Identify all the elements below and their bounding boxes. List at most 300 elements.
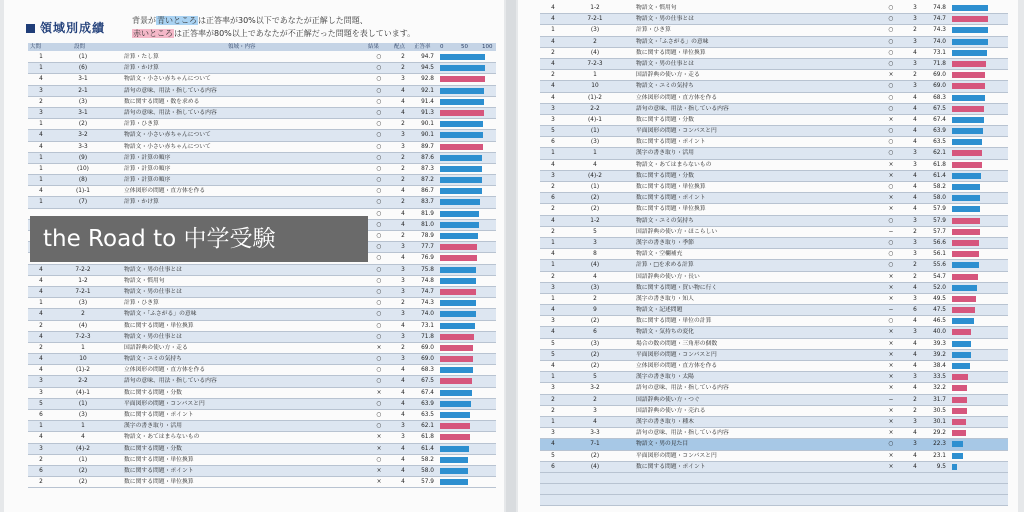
legend-line-1 [132, 15, 368, 26]
cell-field: 物語文・小さい赤ちゃんについて [124, 76, 211, 83]
cell-field: 国語辞典の使い方・走る [124, 344, 188, 351]
cell-field: 数に関する問題・単位換算 [636, 49, 706, 56]
table-row [28, 421, 496, 432]
cell-dai: 5 [551, 128, 555, 135]
cell-field: 数に関する問題・分数 [636, 172, 694, 179]
cell-rate: 73.1 [421, 322, 434, 329]
cell-field: 数に関する問題・分数 [124, 445, 182, 452]
table-row [540, 372, 1008, 383]
cell-rate: 87.3 [421, 165, 434, 172]
cell-result: ○ [888, 83, 894, 90]
cell-field: 数に関する問題・単位換算 [124, 479, 194, 486]
cell-points: 3 [913, 60, 917, 67]
cell-result: ○ [376, 277, 382, 284]
cell-result: ○ [376, 188, 382, 195]
cell-field: 物語文・「ふさがる」の意味 [636, 38, 709, 45]
cell-mon: (8) [78, 177, 88, 184]
rate-bar [952, 240, 979, 246]
cell-points: 3 [401, 423, 405, 430]
cell-points: 2 [401, 165, 405, 172]
cell-rate: 47.5 [933, 307, 946, 314]
table-row [540, 204, 1008, 215]
cell-rate: 63.9 [421, 400, 434, 407]
cell-field: 立体図形の問題・直方体を作る [636, 363, 718, 369]
cell-mon: 3-3 [590, 430, 600, 437]
cell-field: 物語文・小さい赤ちゃんについて [124, 143, 211, 150]
cell-field: 数に関する問題・分数 [124, 389, 182, 396]
cell-rate: 68.3 [421, 367, 434, 374]
cell-field: 平面図形の問題・コンパスと円 [636, 128, 717, 135]
cell-mon: (3) [590, 340, 600, 347]
rate-bar [952, 274, 978, 280]
table-row [28, 153, 496, 164]
cell-result: × [888, 452, 894, 459]
rate-bar [440, 211, 479, 217]
cell-dai: 4 [39, 356, 43, 363]
cell-mon: (2) [78, 121, 88, 128]
table-row [540, 428, 1008, 439]
cell-rate: 57.7 [933, 228, 946, 235]
cell-result: ○ [888, 105, 894, 112]
cell-mon: 1 [593, 72, 597, 79]
cell-field: 数に関する問題・分数 [636, 116, 694, 123]
cell-field: 計算・計算の順序 [124, 165, 171, 172]
cell-mon: (3) [590, 27, 600, 34]
cell-result: ○ [376, 177, 382, 184]
cell-mon: (4)-1 [588, 116, 602, 123]
cell-points: 3 [913, 441, 917, 448]
rate-bar [952, 5, 988, 11]
cell-result: ○ [376, 109, 382, 116]
rate-bar [952, 184, 980, 190]
header-tick-100: 100 [482, 44, 493, 50]
cell-dai: 1 [551, 418, 555, 425]
cell-dai: 4 [551, 329, 555, 336]
cell-result: ○ [888, 60, 894, 67]
cell-field: 数に関する問題・単位換算 [124, 322, 194, 329]
cell-field: 数に関する問題・単位換算 [124, 456, 194, 463]
cell-points: 4 [913, 139, 917, 146]
table-row [28, 388, 496, 399]
legend2-post: は正答率が80%以上であなたが不正解だった問題を表しています。 [174, 29, 416, 38]
cell-field: 物語文・男の仕事とは [636, 16, 694, 23]
cell-rate: 90.1 [421, 121, 434, 128]
cell-result: × [888, 284, 894, 291]
legend1-highlight: 青いところ [157, 16, 197, 25]
rate-bar [440, 390, 472, 396]
header-field: 領域・内容 [228, 44, 256, 50]
cell-rate: 56.1 [933, 251, 946, 258]
table-row [540, 451, 1008, 462]
right-table [540, 3, 1008, 506]
rate-bar [952, 285, 977, 291]
rate-bar [952, 374, 968, 380]
cell-rate: 74.0 [421, 311, 434, 318]
cell-rate: 63.5 [421, 412, 434, 418]
cell-mon: 10 [79, 356, 87, 363]
cell-result: × [888, 161, 894, 168]
table-row [540, 227, 1008, 238]
rate-bar [952, 229, 980, 235]
cell-mon: 1-2 [78, 277, 88, 284]
rate-bar [952, 150, 982, 156]
cell-rate: 74.7 [421, 288, 434, 295]
cell-result: × [888, 430, 894, 437]
cell-result: ○ [888, 27, 894, 34]
cell-points: 6 [913, 307, 917, 314]
cell-rate: 22.3 [933, 441, 946, 448]
cell-mon: 10 [591, 83, 599, 90]
table-row [28, 332, 496, 343]
empty-row [540, 495, 1008, 506]
rate-bar [440, 479, 468, 485]
cell-mon: (4) [590, 262, 600, 269]
cell-field: 物語文・男の仕事とは [636, 60, 694, 67]
table-row [28, 354, 496, 365]
cell-mon: 7-1 [590, 441, 600, 448]
cell-result: ○ [376, 154, 382, 161]
cell-points: 3 [913, 150, 917, 157]
cell-result: × [888, 374, 894, 381]
cell-field: 物語文・記述問題 [636, 307, 683, 314]
cell-field: 語句の意味、用法・指している内容 [636, 385, 729, 392]
cell-result: × [376, 445, 382, 452]
cell-field: 計算・□を求める計算 [636, 262, 694, 269]
cell-mon: (4)-2 [76, 445, 90, 452]
rate-bar [952, 16, 988, 22]
rate-bar [952, 117, 984, 123]
cell-rate: 81.0 [421, 221, 434, 228]
cell-dai: 4 [39, 266, 43, 273]
cell-rate: 74.8 [421, 277, 434, 284]
rate-bar [952, 363, 970, 369]
cell-rate: 69.0 [933, 83, 946, 90]
cell-field: 物語文・男の見た目 [636, 441, 689, 448]
cell-field: 数に関する問題・単位換算 [636, 184, 706, 190]
cell-mon: 4 [593, 161, 597, 168]
cell-rate: 23.1 [933, 452, 946, 459]
cell-rate: 69.0 [421, 344, 434, 351]
table-row [540, 14, 1008, 25]
cell-points: 2 [913, 407, 917, 414]
table-row [28, 74, 496, 85]
rate-bar [440, 121, 483, 127]
cell-field: 国語辞典の使い方・つぐ [636, 396, 700, 403]
cell-mon: 2 [593, 38, 597, 45]
cell-points: 3 [401, 434, 405, 441]
table-row [28, 455, 496, 466]
cell-field: 数に関する問題・単位の計算 [636, 318, 712, 325]
cell-field: 物語文・ユミの気持ち [636, 217, 694, 224]
cell-result: ○ [376, 288, 382, 295]
cell-result: ○ [888, 5, 894, 11]
cell-dai: 4 [551, 94, 555, 101]
cell-rate: 62.1 [421, 423, 434, 430]
cell-mon: (2) [78, 479, 88, 486]
cell-result: ○ [888, 128, 894, 135]
cell-points: 3 [401, 311, 405, 318]
rate-bar [440, 434, 470, 440]
cell-mon: (9) [78, 154, 88, 161]
cell-rate: 56.6 [933, 239, 946, 246]
cell-rate: 71.8 [933, 60, 946, 67]
cell-result: × [888, 172, 894, 179]
cell-field: 計算・かけ算 [124, 199, 159, 206]
cell-rate: 83.7 [421, 199, 434, 206]
cell-dai: 4 [551, 441, 555, 448]
cell-rate: 58.2 [421, 456, 434, 463]
rate-bar [440, 300, 476, 306]
cell-result: ○ [376, 221, 382, 228]
table-row [540, 339, 1008, 350]
cell-result: ○ [376, 423, 382, 430]
cell-mon: 4 [593, 273, 597, 280]
cell-rate: 86.7 [421, 188, 434, 195]
cell-points: 3 [401, 266, 405, 273]
rate-bar [440, 345, 473, 351]
cell-field: 計算・計算の順序 [124, 154, 171, 161]
cell-points: 4 [401, 188, 405, 195]
cell-points: 2 [913, 228, 917, 235]
cell-rate: 77.7 [421, 244, 434, 251]
table-row [28, 444, 496, 455]
cell-mon: (2) [590, 363, 600, 369]
cell-points: 4 [401, 479, 405, 486]
rate-bar [952, 430, 966, 436]
cell-dai: 4 [551, 251, 555, 258]
cell-points: 3 [401, 132, 405, 139]
rate-bar [440, 222, 479, 228]
cell-result: ○ [376, 400, 382, 407]
cell-points: 2 [401, 65, 405, 72]
cell-rate: 57.9 [933, 206, 946, 213]
cell-mon: (1) [590, 184, 600, 190]
cell-rate: 61.8 [933, 161, 946, 168]
cell-result: × [888, 295, 894, 302]
cell-mon: 7-2-1 [75, 288, 91, 295]
cell-field: 国語辞典の使い方・売れる [636, 407, 706, 414]
cell-field: 平面図形の問題・コンパスと円 [636, 351, 717, 358]
table-row [28, 466, 496, 477]
table-row [540, 316, 1008, 327]
cell-rate: 39.2 [933, 351, 946, 358]
cell-points: 3 [401, 356, 405, 363]
cell-result: ○ [376, 233, 382, 239]
cell-points: 4 [913, 284, 917, 291]
cell-points: 3 [913, 217, 917, 224]
table-row [540, 115, 1008, 126]
cell-points: 4 [913, 49, 917, 56]
table-row [28, 410, 496, 421]
table-row [540, 260, 1008, 271]
rate-bar [952, 50, 987, 56]
table-row [28, 119, 496, 130]
rate-bar [952, 318, 974, 324]
cell-rate: 55.6 [933, 262, 946, 269]
cell-result: ○ [888, 49, 894, 56]
rate-bar [952, 39, 988, 45]
rate-bar [952, 95, 985, 101]
cell-result: − [888, 307, 894, 314]
cell-mon: (2) [590, 318, 600, 325]
cell-result: ○ [888, 262, 894, 269]
cell-mon: (1) [78, 456, 88, 463]
table-row [540, 249, 1008, 260]
cell-rate: 39.3 [933, 340, 946, 347]
table-row [540, 126, 1008, 137]
cell-result: × [888, 385, 894, 392]
table-row [28, 108, 496, 119]
cell-points: 3 [913, 16, 917, 23]
cell-rate: 71.8 [421, 333, 434, 340]
rate-bar [952, 72, 985, 78]
cell-mon: 7-2-3 [75, 333, 91, 340]
cell-mon: 1 [81, 344, 85, 351]
cell-rate: 58.0 [421, 467, 434, 474]
cell-field: 物語文・男の仕事とは [124, 266, 182, 273]
cell-points: 4 [401, 98, 405, 105]
cell-points: 4 [913, 105, 917, 112]
cell-field: 計算・たし算 [124, 54, 159, 60]
cell-result: × [888, 329, 894, 336]
rate-bar [952, 464, 957, 470]
cell-result: × [888, 463, 894, 470]
table-row [540, 93, 1008, 104]
table-row [28, 343, 496, 354]
left-table [28, 52, 496, 488]
cell-dai: 6 [39, 467, 43, 474]
cell-field: 物語文・「ふさがる」の意味 [124, 311, 197, 318]
cell-points: 2 [401, 121, 405, 128]
cell-mon: (3) [78, 98, 88, 105]
cell-rate: 94.5 [421, 65, 434, 72]
rate-bar [952, 419, 966, 425]
cell-result: ○ [888, 16, 894, 23]
cell-rate: 91.3 [421, 109, 434, 116]
table-row [540, 417, 1008, 428]
cell-dai: 4 [39, 288, 43, 295]
cell-points: 4 [913, 430, 917, 437]
cell-dai: 5 [551, 340, 555, 347]
cell-result: ○ [376, 210, 382, 217]
cell-dai: 3 [39, 87, 43, 94]
rate-bar [952, 139, 982, 145]
rate-bar [440, 54, 485, 60]
cell-field: 数に関する問題・ポイント [124, 467, 194, 474]
cell-result: × [888, 407, 894, 414]
rate-bar [952, 441, 963, 447]
rate-bar [952, 397, 967, 403]
cell-field: 物語文・慣用句 [124, 277, 165, 284]
cell-rate: 69.0 [933, 72, 946, 79]
cell-rate: 57.9 [933, 217, 946, 224]
cell-mon: 3-2 [78, 132, 88, 139]
cell-result: ○ [376, 54, 382, 60]
cell-rate: 87.2 [421, 177, 434, 184]
cell-result: ○ [888, 318, 894, 325]
table-row [540, 283, 1008, 294]
table-row [28, 63, 496, 74]
cell-points: 4 [913, 206, 917, 213]
cell-mon: 5 [593, 374, 597, 381]
header-dai: 大問 [30, 44, 42, 50]
cell-points: 4 [913, 128, 917, 135]
cell-dai: 2 [39, 456, 43, 463]
table-row [28, 276, 496, 287]
rate-bar [440, 278, 476, 284]
cell-dai: 3 [551, 172, 555, 179]
rate-bar [952, 218, 980, 224]
cell-rate: 74.3 [421, 300, 434, 307]
table-row [28, 432, 496, 443]
cell-rate: 87.6 [421, 154, 434, 161]
cell-points: 4 [913, 318, 917, 325]
header-mon: 設問 [74, 44, 86, 50]
cell-result: ○ [376, 300, 382, 307]
cell-rate: 38.4 [933, 363, 946, 369]
table-row [540, 294, 1008, 305]
cell-result: ○ [888, 217, 894, 224]
cell-points: 2 [913, 273, 917, 280]
cell-mon: (4)-1 [76, 389, 90, 396]
cell-result: ○ [376, 87, 382, 94]
cell-result: ○ [376, 378, 382, 385]
table-row [28, 399, 496, 410]
rate-bar [952, 329, 971, 335]
cell-points: 3 [913, 239, 917, 246]
rate-bar [440, 255, 477, 261]
cell-points: 3 [401, 76, 405, 83]
cell-result: ○ [376, 143, 382, 150]
cell-dai: 4 [39, 311, 43, 318]
cell-dai: 4 [551, 83, 555, 90]
cell-mon: (3) [590, 284, 600, 291]
cell-mon: (3) [590, 139, 600, 146]
cell-result: − [888, 396, 894, 403]
cell-rate: 89.7 [421, 143, 434, 150]
table-row [540, 305, 1008, 316]
rate-bar [440, 267, 476, 273]
page-gutter [506, 0, 516, 512]
rate-bar [440, 457, 468, 463]
cell-field: 数に関する問題・単位換算 [636, 206, 706, 213]
cell-rate: 31.7 [933, 396, 946, 403]
cell-points: 4 [401, 389, 405, 396]
cell-result: × [376, 479, 382, 486]
cell-points: 4 [401, 456, 405, 463]
cell-points: 2 [913, 27, 917, 34]
rate-bar [440, 199, 480, 205]
cell-mon: 1-2 [590, 217, 600, 224]
cell-points: 4 [401, 467, 405, 474]
cell-dai: 4 [39, 367, 43, 374]
rate-bar [952, 307, 975, 313]
cell-result: ○ [376, 367, 382, 374]
rate-bar [440, 144, 483, 150]
table-row [28, 142, 496, 153]
cell-result: ○ [888, 150, 894, 157]
cell-dai: 4 [39, 277, 43, 284]
cell-result: ○ [888, 94, 894, 101]
cell-field: 計算・ひき算 [636, 27, 671, 34]
cell-field: 国語辞典の使い方・走る [636, 72, 700, 79]
table-row [540, 37, 1008, 48]
cell-mon: (1) [78, 54, 88, 60]
cell-mon: 4 [81, 434, 85, 441]
cell-mon: (2) [590, 206, 600, 213]
cell-rate: 29.2 [933, 430, 946, 437]
cell-points: 4 [913, 452, 917, 459]
